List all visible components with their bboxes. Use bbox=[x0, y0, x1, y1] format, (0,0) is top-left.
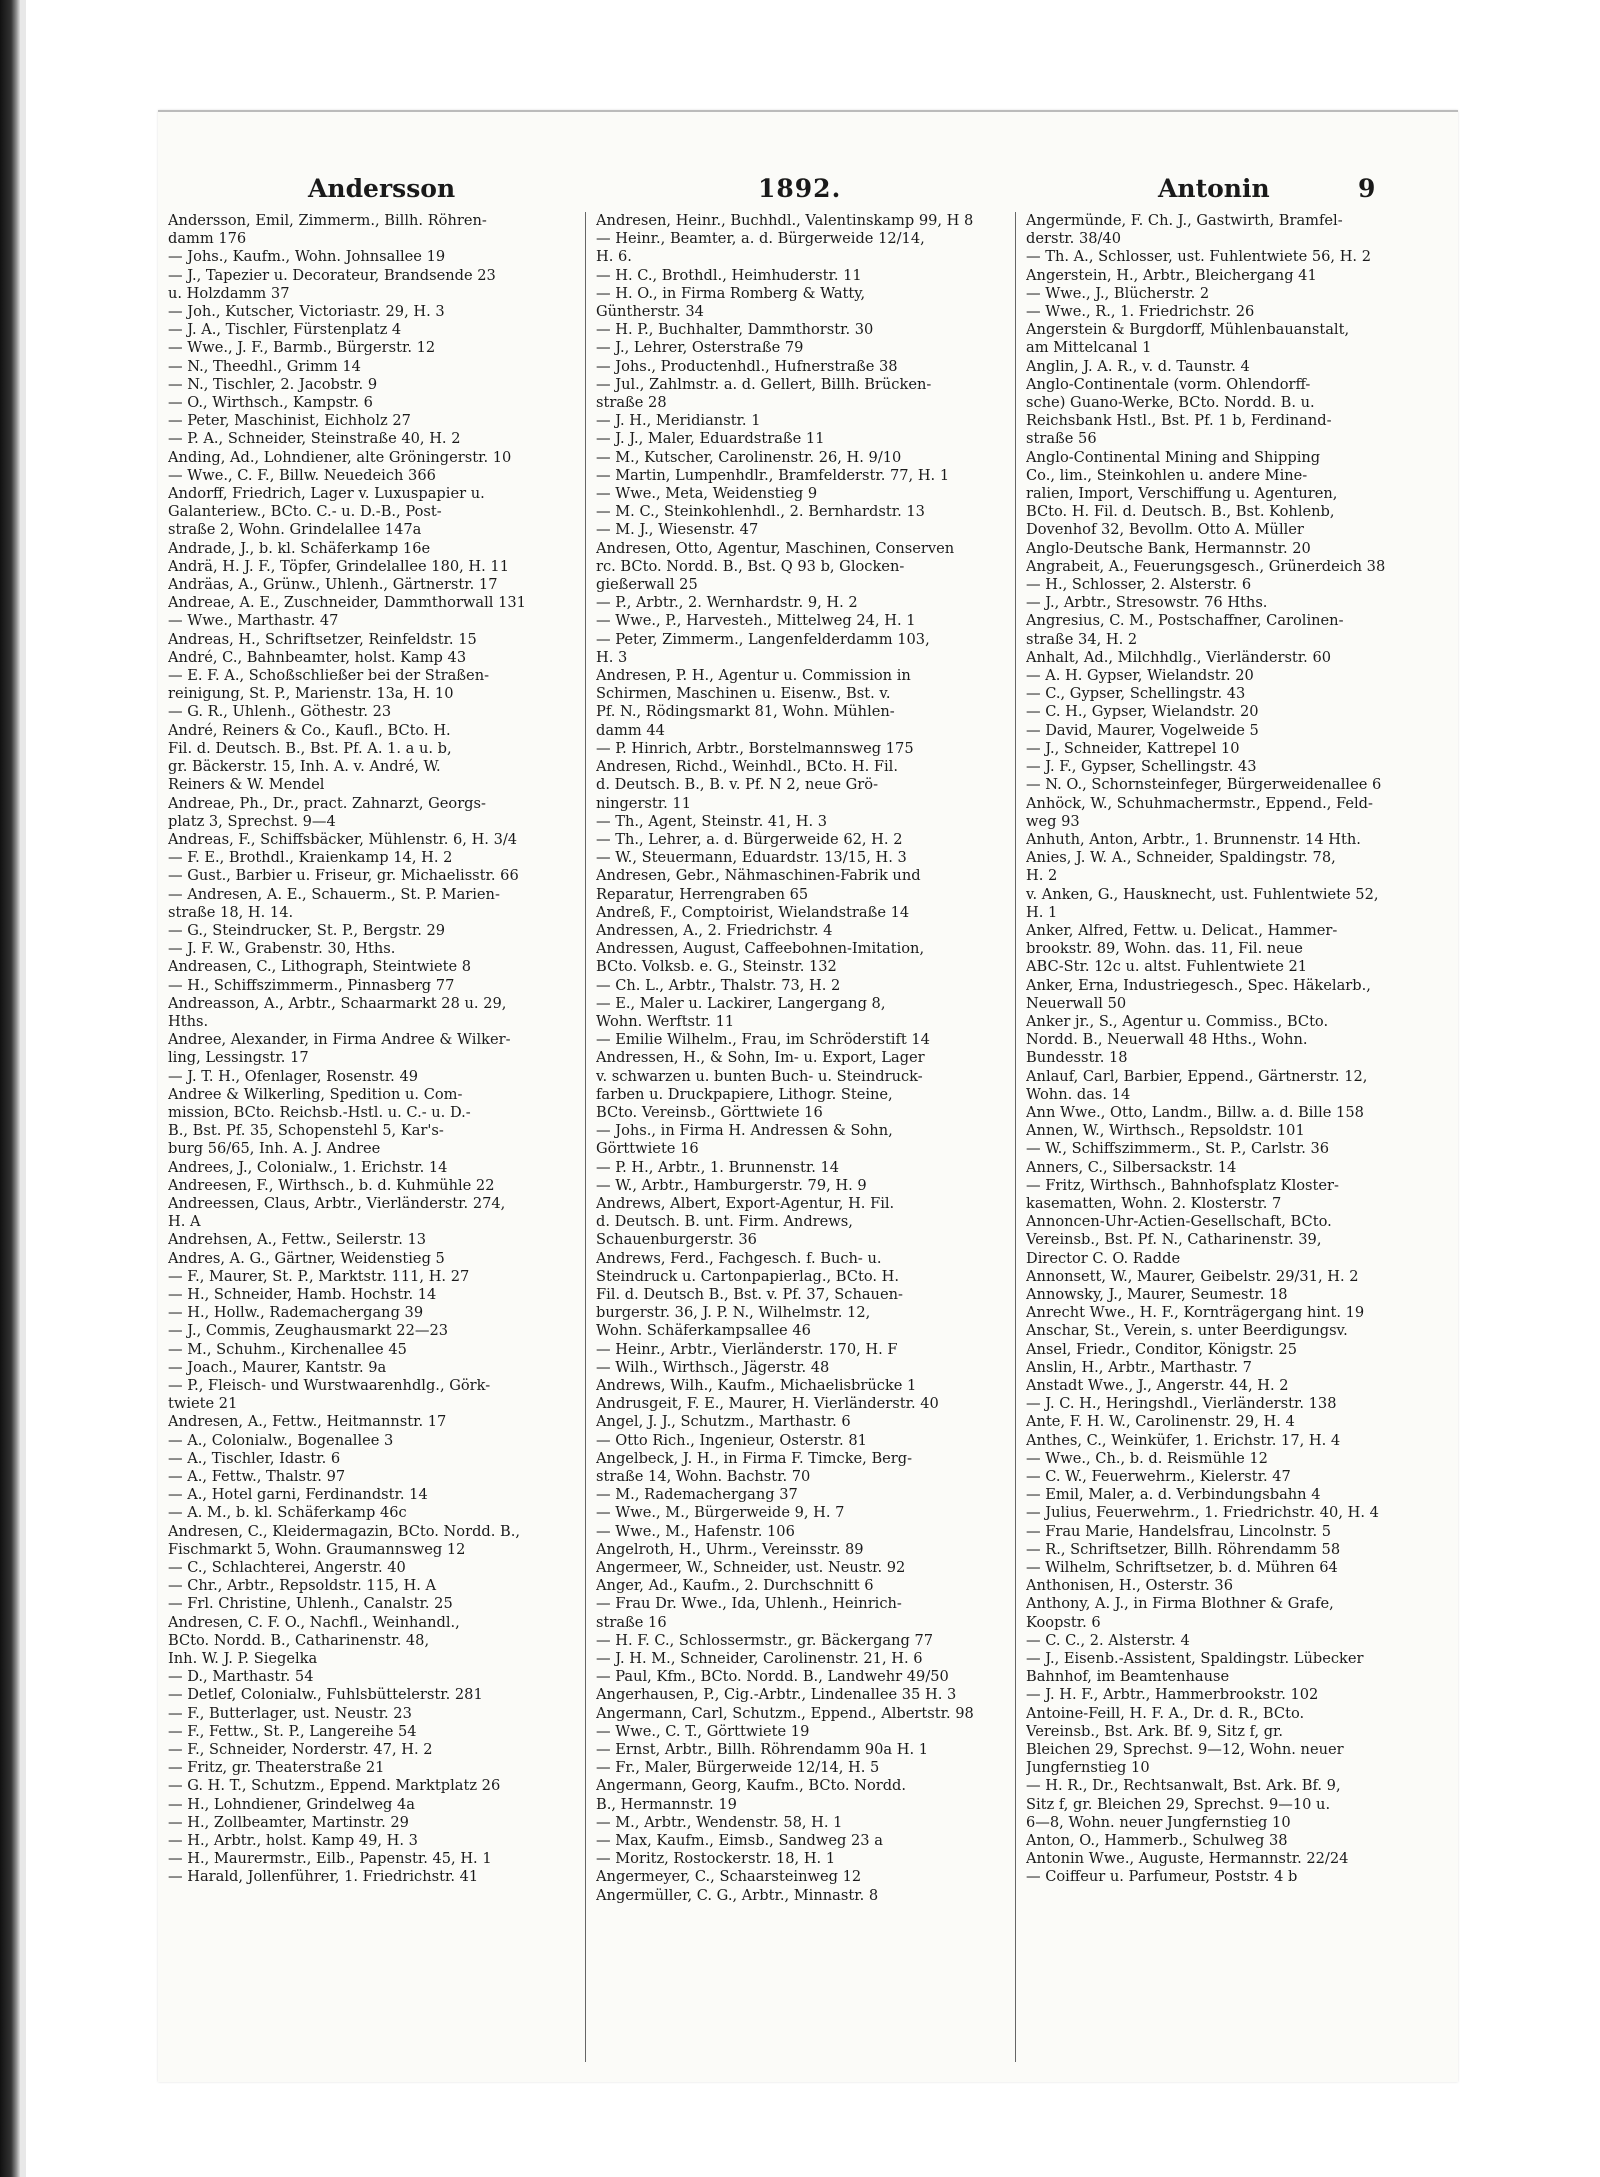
directory-entry-line: Sitz f, gr. Bleichen 29, Sprechst. 9—10 u. bbox=[1026, 1795, 1331, 1813]
directory-entry-line: — F. E., Brothdl., Kraienkamp 14, H. 2 bbox=[168, 849, 453, 867]
directory-entry-line: — Jul., Zahlmstr. a. d. Gellert, Billh. Brücken- bbox=[596, 375, 932, 393]
directory-entry-line: Annonsett, W., Maurer, Geibelstr. 29/31, H. 2 bbox=[1026, 1267, 1359, 1285]
directory-entry-line: Inh. W. J. P. Siegelka bbox=[168, 1650, 318, 1668]
directory-entry-line: Dovenhof 32, Bevollm. Otto A. Müller bbox=[1026, 521, 1304, 539]
directory-entry-line: Andrade, J., b. kl. Schäferkamp 16e bbox=[168, 539, 431, 557]
directory-entry-line: — H., Schneider, Hamb. Hochstr. 14 bbox=[168, 1285, 437, 1303]
directory-entry-line: Andresen, Otto, Agentur, Maschinen, Conserven bbox=[596, 539, 955, 557]
directory-entry-line: d. Deutsch. B., B. v. Pf. N 2, neue Grö- bbox=[596, 776, 879, 794]
directory-entry-line: straße 2, Wohn. Grindelallee 147a bbox=[168, 521, 422, 539]
directory-entry-line: straße 34, H. 2 bbox=[1026, 630, 1138, 648]
directory-entry-line: Andree, Alexander, in Firma Andree & Wilker- bbox=[168, 1031, 511, 1049]
directory-entry-line: H. 2 bbox=[1026, 867, 1058, 885]
directory-entry-line: Angermeer, W., Schneider, ust. Neustr. 92 bbox=[596, 1559, 906, 1577]
directory-entry-line: Director C. O. Radde bbox=[1026, 1249, 1181, 1267]
directory-entry-line: Güntherstr. 34 bbox=[596, 303, 704, 321]
directory-entry-line: Andrusgeit, F. E., Maurer, H. Vierländerstr. 40 bbox=[596, 1395, 939, 1413]
directory-entry-line: — Emil, Maler, a. d. Verbindungsbahn 4 bbox=[1026, 1486, 1321, 1504]
directory-entry-line: — M. C., Steinkohlenhdl., 2. Bernhardstr. 13 bbox=[596, 503, 925, 521]
directory-entry-line: — Gust., Barbier u. Friseur, gr. Michaelisstr. 66 bbox=[168, 867, 519, 885]
directory-entry-line: ABC-Str. 12c u. altst. Fuhlentwiete 21 bbox=[1026, 958, 1308, 976]
directory-entry-line: — H., Arbtr., holst. Kamp 49, H. 3 bbox=[168, 1832, 418, 1850]
directory-entry-line: — M., Arbtr., Wendenstr. 58, H. 1 bbox=[596, 1813, 843, 1831]
directory-entry-line: Ansel, Friedr., Conditor, Königstr. 25 bbox=[1026, 1340, 1297, 1358]
directory-entry-line: — M., Schuhm., Kirchenallee 45 bbox=[168, 1340, 407, 1358]
directory-entry-line: straße 14, Wohn. Bachstr. 70 bbox=[596, 1468, 811, 1486]
directory-entry-line: Pf. N., Rödingsmarkt 81, Wohn. Mühlen- bbox=[596, 703, 895, 721]
directory-entry-line: — A. M., b. kl. Schäferkamp 46c bbox=[168, 1504, 407, 1522]
directory-entry-line: — Wwe., C. F., Billw. Neuedeich 366 bbox=[168, 466, 436, 484]
directory-entry-line: straße 16 bbox=[596, 1613, 667, 1631]
directory-entry-line: — Fr., Maler, Bürgerweide 12/14, H. 5 bbox=[596, 1759, 880, 1777]
directory-entry-line: 6—8, Wohn. neuer Jungfernstieg 10 bbox=[1026, 1813, 1291, 1831]
directory-entry-line: — J. F. W., Grabenstr. 30, Hths. bbox=[168, 940, 396, 958]
directory-entry-line: — Joh., Kutscher, Victoriastr. 29, H. 3 bbox=[168, 303, 445, 321]
directory-entry-line: Schirmen, Maschinen u. Eisenw., Bst. v. bbox=[596, 685, 891, 703]
directory-entry-line: — Wwe., J. F., Barmb., Bürgerstr. 12 bbox=[168, 339, 436, 357]
directory-entry-line: — Frau Marie, Handelsfrau, Lincolnstr. 5 bbox=[1026, 1522, 1332, 1540]
directory-entry-line: gr. Bäckerstr. 15, Inh. A. v. André, W. bbox=[168, 758, 441, 776]
book-binding-edge bbox=[0, 0, 20, 2177]
directory-entry-line: straße 56 bbox=[1026, 430, 1097, 448]
directory-entry-line: Neuerwall 50 bbox=[1026, 994, 1127, 1012]
directory-entry-line: twiete 21 bbox=[168, 1395, 238, 1413]
directory-entry-line: — David, Maurer, Vogelweide 5 bbox=[1026, 721, 1259, 739]
directory-entry-line: — Heinr., Arbtr., Vierländerstr. 170, H. F bbox=[596, 1340, 898, 1358]
directory-entry-line: — C., Schlachterei, Angerstr. 40 bbox=[168, 1559, 406, 1577]
directory-entry-line: — Wwe., M., Hafenstr. 106 bbox=[596, 1522, 795, 1540]
directory-entry-line: — Th. A., Schlosser, ust. Fuhlentwiete 56, H. 2 bbox=[1026, 248, 1371, 266]
directory-entry-line: Angerstein & Burgdorff, Mühlenbauanstalt, bbox=[1026, 321, 1350, 339]
directory-entry-line: straße 18, H. 14. bbox=[168, 903, 294, 921]
directory-page bbox=[158, 110, 1458, 2082]
directory-entry-line: Antoine-Feill, H. F. A., Dr. d. R., BCto. bbox=[1026, 1704, 1305, 1722]
directory-entry-line: Angel, J. J., Schutzm., Marthastr. 6 bbox=[596, 1413, 851, 1431]
directory-entry-line: Reiners & W. Mendel bbox=[168, 776, 325, 794]
directory-entry-line: Anglo-Deutsche Bank, Hermannstr. 20 bbox=[1026, 539, 1311, 557]
directory-entry-line: — C. W., Feuerwehrm., Kielerstr. 47 bbox=[1026, 1468, 1291, 1486]
directory-entry-line: Angermann, Carl, Schutzm., Eppend., Albertstr. 98 bbox=[596, 1704, 974, 1722]
directory-entry-line: — Ernst, Arbtr., Billh. Röhrendamm 90a H. 1 bbox=[596, 1741, 929, 1759]
directory-entry-line: v. schwarzen u. bunten Buch- u. Steindruck- bbox=[596, 1067, 923, 1085]
directory-entry-line: — Martin, Lumpenhdlr., Bramfelderstr. 77, H. 1 bbox=[596, 466, 950, 484]
directory-entry-line: — Wwe., Ch., b. d. Reismühle 12 bbox=[1026, 1449, 1268, 1467]
directory-entry-line: — M. J., Wiesenstr. 47 bbox=[596, 521, 759, 539]
directory-entry-line: Andresen, Gebr., Nähmaschinen-Fabrik und bbox=[596, 867, 921, 885]
directory-entry-line: — H. R., Dr., Rechtsanwalt, Bst. Ark. Bf. 9, bbox=[1026, 1777, 1341, 1795]
directory-entry-line: — C., Gypser, Schellingstr. 43 bbox=[1026, 685, 1246, 703]
directory-entry-line: — J. F., Gypser, Schellingstr. 43 bbox=[1026, 758, 1257, 776]
directory-entry-line: Anies, J. W. A., Schneider, Spaldingstr. 78, bbox=[1026, 849, 1336, 867]
directory-entry-line: am Mittelcanal 1 bbox=[1026, 339, 1152, 357]
directory-entry-line: Andrews, Albert, Export-Agentur, H. Fil. bbox=[596, 1194, 895, 1212]
directory-entry-line: — Paul, Kfm., BCto. Nordd. B., Landwehr 49/50 bbox=[596, 1668, 949, 1686]
directory-entry-line: — J., Commis, Zeughausmarkt 22—23 bbox=[168, 1322, 449, 1340]
directory-entry-line: — C. C., 2. Alsterstr. 4 bbox=[1026, 1631, 1190, 1649]
directory-entry-line: — P. A., Schneider, Steinstraße 40, H. 2 bbox=[168, 430, 461, 448]
directory-entry-line: Andersson, Emil, Zimmerm., Billh. Röhren- bbox=[168, 212, 487, 229]
directory-entry-line: — J. H., Meridianstr. 1 bbox=[596, 412, 761, 430]
directory-entry-line: Angerstein, H., Arbtr., Bleichergang 41 bbox=[1026, 266, 1317, 284]
directory-entry-line: — Th., Agent, Steinstr. 41, H. 3 bbox=[596, 812, 828, 830]
header-right-catchword: Antonin bbox=[1158, 174, 1270, 203]
directory-entry-line: — Peter, Maschinist, Eichholz 27 bbox=[168, 412, 411, 430]
directory-entry-line: — Th., Lehrer, a. d. Bürgerweide 62, H. 2 bbox=[596, 830, 903, 848]
directory-entry-line: Bleichen 29, Sprechst. 9—12, Wohn. neuer bbox=[1026, 1741, 1344, 1759]
directory-entry-line: — O., Wirthsch., Kampstr. 6 bbox=[168, 394, 373, 412]
directory-entry-line: platz 3, Sprechst. 9—4 bbox=[168, 812, 336, 830]
directory-entry-line: — Wwe., R., 1. Friedrichstr. 26 bbox=[1026, 303, 1255, 321]
directory-entry-line: Angermann, Georg, Kaufm., BCto. Nordd. bbox=[596, 1777, 907, 1795]
directory-entry-line: Andresen, Heinr., Buchhdl., Valentinskamp 99, H 8 bbox=[596, 212, 974, 229]
directory-entry-line: — N. O., Schornsteinfeger, Bürgerweidenallee 6 bbox=[1026, 776, 1382, 794]
directory-entry-line: — H. O., in Firma Romberg & Watty, bbox=[596, 284, 866, 302]
directory-entry-line: ningerstr. 11 bbox=[596, 794, 691, 812]
directory-entry-line: — D., Marthastr. 54 bbox=[168, 1668, 314, 1686]
directory-entry-line: — J., Eisenb.-Assistent, Spaldingstr. Lübecker bbox=[1026, 1650, 1364, 1668]
directory-entry-line: Anglo-Continental Mining and Shipping bbox=[1026, 448, 1321, 466]
directory-entry-line: Anrecht Wwe., H. F., Kornträgergang hint. 19 bbox=[1026, 1304, 1365, 1322]
directory-entry-line: Andressen, A., 2. Friedrichstr. 4 bbox=[596, 921, 833, 939]
directory-entry-line: — J. H. F., Arbtr., Hammerbrookstr. 102 bbox=[1026, 1686, 1319, 1704]
directory-entry-line: — Johs., Kaufm., Wohn. Johnsallee 19 bbox=[168, 248, 446, 266]
directory-entry-line: damm 176 bbox=[168, 230, 247, 248]
directory-entry-line: farben u. Druckpapiere, Lithogr. Steine, bbox=[596, 1085, 893, 1103]
header-year: 1892. bbox=[758, 174, 842, 203]
directory-entry-line: — N., Theedhl., Grimm 14 bbox=[168, 357, 361, 375]
directory-entry-line: Fischmarkt 5, Wohn. Graumannsweg 12 bbox=[168, 1540, 466, 1558]
directory-entry-line: — Fritz, gr. Theaterstraße 21 bbox=[168, 1759, 385, 1777]
directory-entry-line: — H. P., Buchhalter, Dammthorstr. 30 bbox=[596, 321, 874, 339]
directory-entry-line: Andreasson, A., Arbtr., Schaarmarkt 28 u. 29, bbox=[168, 994, 507, 1012]
directory-entry-line: — H., Schlosser, 2. Alsterstr. 6 bbox=[1026, 576, 1252, 594]
directory-entry-line: — P., Arbtr., 2. Wernhardstr. 9, H. 2 bbox=[596, 594, 858, 612]
directory-entry-line: BCto. H. Fil. d. Deutsch. B., Bst. Kohlenb, bbox=[1026, 503, 1335, 521]
directory-entry-line: — H., Maurermstr., Eilb., Papenstr. 45, H. 1 bbox=[168, 1850, 492, 1868]
directory-entry-line: — Frl. Christine, Uhlenh., Canalstr. 25 bbox=[168, 1595, 453, 1613]
directory-entry-line: — J., Lehrer, Osterstraße 79 bbox=[596, 339, 804, 357]
directory-entry-line: reinigung, St. P., Marienstr. 13a, H. 10 bbox=[168, 685, 454, 703]
directory-entry-line: Andresen, Richd., Weinhdl., BCto. H. Fil. bbox=[596, 758, 898, 776]
directory-entry-line: Andrehsen, A., Fettw., Seilerstr. 13 bbox=[168, 1231, 427, 1249]
directory-entry-line: — G. H. T., Schutzm., Eppend. Marktplatz 26 bbox=[168, 1777, 501, 1795]
directory-entry-line: u. Holzdamm 37 bbox=[168, 284, 290, 302]
directory-entry-line: — E., Maler u. Lackirer, Langergang 8, bbox=[596, 994, 886, 1012]
directory-entry-line: — Wilh., Wirthsch., Jägerstr. 48 bbox=[596, 1358, 830, 1376]
directory-entry-line: — M., Kutscher, Carolinenstr. 26, H. 9/10 bbox=[596, 448, 902, 466]
directory-entry-line: Anstadt Wwe., J., Angerstr. 44, H. 2 bbox=[1026, 1377, 1289, 1394]
directory-entry-line: Angrabeit, A., Feuerungsgesch., Grünerdeich 38 bbox=[1026, 557, 1386, 575]
directory-entry-line: rc. BCto. Nordd. B., Bst. Q 93 b, Glocken- bbox=[596, 557, 905, 575]
directory-entry-line: Anhöck, W., Schuhmachermstr., Eppend., Feld- bbox=[1026, 794, 1373, 812]
directory-entry-line: Andrews, Wilh., Kaufm., Michaelisbrücke 1 bbox=[596, 1377, 917, 1394]
directory-entry-line: — F., Butterlager, ust. Neustr. 23 bbox=[168, 1704, 412, 1722]
directory-entry-line: Anglo-Continentale (vorm. Ohlendorff- bbox=[1026, 375, 1311, 393]
directory-entry-line: Angermeyer, C., Schaarsteinweg 12 bbox=[596, 1868, 862, 1886]
directory-entry-line: — A., Fettw., Thalstr. 97 bbox=[168, 1468, 346, 1486]
directory-entry-line: Andreessen, Claus, Arbtr., Vierländerstr. 274, bbox=[168, 1194, 506, 1212]
directory-entry-line: — A., Hotel garni, Ferdinandstr. 14 bbox=[168, 1486, 428, 1504]
directory-entry-line: Angerhausen, P., Cig.-Arbtr., Lindenallee 35 H. 3 bbox=[596, 1686, 957, 1704]
directory-entry-line: Ann Wwe., Otto, Landm., Billw. a. d. Bille 158 bbox=[1026, 1103, 1364, 1121]
directory-entry-line: Antonin Wwe., Auguste, Hermannstr. 22/24 bbox=[1026, 1850, 1349, 1868]
directory-entry-line: — M., Rademachergang 37 bbox=[596, 1486, 798, 1504]
directory-entry-line: H. A bbox=[168, 1213, 201, 1231]
directory-entry-line: Andresen, A., Fettw., Heitmannstr. 17 bbox=[168, 1413, 447, 1431]
directory-entry-line: Anding, Ad., Lohndiener, alte Gröningerstr. 10 bbox=[168, 448, 512, 466]
directory-entry-line: Angermüller, C. G., Arbtr., Minnastr. 8 bbox=[596, 1886, 879, 1904]
directory-entry-line: — Wwe., Marthastr. 47 bbox=[168, 612, 339, 630]
directory-entry-line: André, Reiners & Co., Kaufl., BCto. H. bbox=[168, 721, 451, 739]
directory-entry-line: Angelbeck, J. H., in Firma F. Timcke, Berg- bbox=[596, 1449, 913, 1467]
directory-entry-line: BCto. Nordd. B., Catharinenstr. 48, bbox=[168, 1631, 430, 1649]
directory-entry-line: derstr. 38/40 bbox=[1026, 230, 1122, 248]
directory-entry-line: — Otto Rich., Ingenieur, Osterstr. 81 bbox=[596, 1431, 867, 1449]
directory-entry-line: H. 6. bbox=[596, 248, 632, 266]
directory-entry-line: — A. H. Gypser, Wielandstr. 20 bbox=[1026, 667, 1254, 685]
directory-entry-line: — Wwe., J., Blücherstr. 2 bbox=[1026, 284, 1210, 302]
directory-entry-line: Andreesen, F., Wirthsch., b. d. Kuhmühle 22 bbox=[168, 1176, 495, 1194]
running-header bbox=[158, 174, 1458, 214]
directory-entry-line: Ante, F. H. W., Carolinenstr. 29, H. 4 bbox=[1026, 1413, 1295, 1431]
directory-entry-line: Koopstr. 6 bbox=[1026, 1613, 1101, 1631]
directory-entry-line: v. Anken, G., Hausknecht, ust. Fuhlentwiete 52, bbox=[1026, 885, 1379, 903]
directory-entry-line: — H., Zollbeamter, Martinstr. 29 bbox=[168, 1813, 409, 1831]
directory-entry-line: Anhuth, Anton, Arbtr., 1. Brunnenstr. 14 Hth. bbox=[1026, 830, 1361, 848]
directory-entry-line: — P. Hinrich, Arbtr., Borstelmannsweg 175 bbox=[596, 739, 914, 757]
directory-entry-line: Anschar, St., Verein, s. unter Beerdigungsv. bbox=[1026, 1322, 1348, 1340]
directory-entry-line: — W., Schiffszimmerm., St. P., Carlstr. 36 bbox=[1026, 1140, 1330, 1158]
directory-entry-line: Jungfernstieg 10 bbox=[1026, 1759, 1150, 1777]
directory-entry-line: Wohn. Werftstr. 11 bbox=[596, 1012, 735, 1030]
directory-entry-line: Andreas, F., Schiffsbäcker, Mühlenstr. 6, H. 3/4 bbox=[168, 830, 518, 848]
directory-entry-line: — R., Schriftsetzer, Billh. Röhrendamm 58 bbox=[1026, 1540, 1341, 1558]
directory-entry-line: Anners, C., Silbersackstr. 14 bbox=[1026, 1158, 1237, 1176]
directory-entry-line: — H. F. C., Schlossermstr., gr. Bäckergang 77 bbox=[596, 1631, 934, 1649]
directory-entry-line: Annoncen-Uhr-Actien-Gesellschaft, BCto. bbox=[1026, 1213, 1332, 1231]
directory-entry-line: Andressen, August, Caffeebohnen-Imitation, bbox=[596, 940, 925, 958]
directory-entry-line: — N., Tischler, 2. Jacobstr. 9 bbox=[168, 375, 378, 393]
directory-entry-line: — H., Hollw., Rademachergang 39 bbox=[168, 1304, 424, 1322]
directory-entry-line: Anlauf, Carl, Barbier, Eppend., Gärtnerstr. 12, bbox=[1026, 1067, 1368, 1085]
directory-entry-line: — A., Colonialw., Bogenallee 3 bbox=[168, 1431, 394, 1449]
directory-entry-line: Bahnhof, im Beamtenhause bbox=[1026, 1668, 1230, 1686]
directory-entry-line: Anslin, H., Arbtr., Marthastr. 7 bbox=[1026, 1358, 1252, 1376]
directory-entry-line: Anthes, C., Weinküfer, 1. Erichstr. 17, H. 4 bbox=[1026, 1431, 1341, 1449]
directory-entry-line: Schauenburgerstr. 36 bbox=[596, 1231, 757, 1249]
directory-entry-line: Anker, Erna, Industriegesch., Spec. Häkelarb., bbox=[1026, 976, 1371, 994]
directory-entry-line: Andreß, F., Comptoirist, Wielandstraße 14 bbox=[596, 903, 910, 921]
directory-entry-line: — J. C. H., Heringshdl., Vierländerstr. 138 bbox=[1026, 1395, 1337, 1413]
directory-column-1 bbox=[168, 212, 578, 1887]
directory-entry-line: sche) Guano-Werke, BCto. Nordd. B. u. bbox=[1026, 394, 1315, 412]
directory-entry-line: — Wwe., M., Bürgerweide 9, H. 7 bbox=[596, 1504, 845, 1522]
directory-entry-line: — F., Schneider, Norderstr. 47, H. 2 bbox=[168, 1741, 433, 1759]
directory-entry-line: straße 28 bbox=[596, 394, 667, 412]
directory-entry-line: — Max, Kaufm., Eimsb., Sandweg 23 a bbox=[596, 1832, 883, 1850]
directory-entry-line: Andräas, A., Grünw., Uhlenh., Gärtnerstr. 17 bbox=[168, 576, 498, 594]
directory-entry-line: — F., Maurer, St. P., Marktstr. 111, H. 27 bbox=[168, 1267, 470, 1285]
directory-entry-line: Anthony, A. J., in Firma Blothner & Grafe, bbox=[1026, 1595, 1334, 1613]
directory-entry-line: — P., Fleisch- und Wurstwaarenhdlg., Görk- bbox=[168, 1377, 491, 1394]
directory-entry-line: — Harald, Jollenführer, 1. Friedrichstr. 41 bbox=[168, 1868, 479, 1886]
directory-entry-line: — Moritz, Rostockerstr. 18, H. 1 bbox=[596, 1850, 836, 1868]
directory-entry-line: — Wwe., Meta, Weidenstieg 9 bbox=[596, 485, 818, 503]
directory-column-3 bbox=[1026, 212, 1436, 1887]
directory-entry-line: — Andresen, A. E., Schauerm., St. P. Marien- bbox=[168, 885, 500, 903]
directory-entry-line: — W., Arbtr., Hamburgerstr. 79, H. 9 bbox=[596, 1176, 867, 1194]
page-gutter bbox=[20, 0, 26, 2177]
directory-entry-line: ralien, Import, Verschiffung u. Agenturen, bbox=[1026, 485, 1338, 503]
directory-entry-line: Andresen, C. F. O., Nachfl., Weinhandl., bbox=[168, 1613, 460, 1631]
column-divider bbox=[1015, 212, 1016, 2062]
header-left-catchword: Andersson bbox=[308, 174, 456, 203]
directory-entry-line: Görttwiete 16 bbox=[596, 1140, 699, 1158]
directory-entry-line: BCto. Volksb. e. G., Steinstr. 132 bbox=[596, 958, 837, 976]
directory-entry-line: — P. H., Arbtr., 1. Brunnenstr. 14 bbox=[596, 1158, 840, 1176]
directory-entry-line: — Julius, Feuerwehrm., 1. Friedrichstr. 40, H. 4 bbox=[1026, 1504, 1379, 1522]
directory-entry-line: — H., Lohndiener, Grindelweg 4a bbox=[168, 1795, 415, 1813]
directory-entry-line: Andreasen, C., Lithograph, Steintwiete 8 bbox=[168, 958, 472, 976]
directory-entry-line: Anglin, J. A. R., v. d. Taunstr. 4 bbox=[1026, 357, 1250, 375]
directory-entry-line: Anhalt, Ad., Milchhdlg., Vierländerstr. 60 bbox=[1026, 648, 1332, 666]
directory-entry-line: burg 56/65, Inh. A. J. Andree bbox=[168, 1140, 381, 1158]
directory-entry-line: H. 1 bbox=[1026, 903, 1058, 921]
directory-entry-line: — Fritz, Wirthsch., Bahnhofsplatz Kloster- bbox=[1026, 1176, 1339, 1194]
directory-entry-line: Co., lim., Steinkohlen u. andere Mine- bbox=[1026, 466, 1308, 484]
directory-entry-line: Andrä, H. J. F., Töpfer, Grindelallee 180, H. 11 bbox=[168, 557, 509, 575]
directory-entry-line: ling, Lessingstr. 17 bbox=[168, 1049, 309, 1067]
directory-entry-line: Anker, Alfred, Fettw. u. Delicat., Hammer- bbox=[1026, 921, 1338, 939]
directory-column-2 bbox=[596, 212, 1006, 1905]
directory-entry-line: Wohn. das. 14 bbox=[1026, 1085, 1131, 1103]
directory-entry-line: Andrees, J., Colonialw., 1. Erichstr. 14 bbox=[168, 1158, 448, 1176]
directory-entry-line: Anthonisen, H., Osterstr. 36 bbox=[1026, 1577, 1234, 1595]
directory-entry-line: — Emilie Wilhelm., Frau, im Schröderstift 14 bbox=[596, 1031, 930, 1049]
directory-entry-line: — F., Fettw., St. P., Langereihe 54 bbox=[168, 1722, 417, 1740]
directory-entry-line: BCto. Vereinsb., Görttwiete 16 bbox=[596, 1103, 823, 1121]
directory-entry-line: Andresen, P. H., Agentur u. Commission in bbox=[596, 667, 911, 685]
directory-entry-line: Angermünde, F. Ch. J., Gastwirth, Bramfel- bbox=[1026, 212, 1343, 229]
directory-entry-line: — Wwe., C. T., Görttwiete 19 bbox=[596, 1722, 810, 1740]
directory-entry-line: brookstr. 89, Wohn. das. 11, Fil. neue bbox=[1026, 940, 1303, 958]
directory-entry-line: H. 3 bbox=[596, 648, 628, 666]
directory-entry-line: Anker jr., S., Agentur u. Commiss., BCto. bbox=[1026, 1012, 1329, 1030]
directory-entry-line: Andres, A. G., Gärtner, Weidenstieg 5 bbox=[168, 1249, 445, 1267]
directory-entry-line: — H. C., Brothdl., Heimhuderstr. 11 bbox=[596, 266, 862, 284]
directory-entry-line: — Johs., in Firma H. Andressen & Sohn, bbox=[596, 1122, 893, 1140]
directory-entry-line: Reparatur, Herrengraben 65 bbox=[596, 885, 809, 903]
directory-entry-line: gießerwall 25 bbox=[596, 576, 698, 594]
directory-entry-line: — Wilhelm, Schriftsetzer, b. d. Mühren 64 bbox=[1026, 1559, 1338, 1577]
directory-entry-line: — Joach., Maurer, Kantstr. 9a bbox=[168, 1358, 387, 1376]
directory-entry-line: — Coiffeur u. Parfumeur, Poststr. 4 b bbox=[1026, 1868, 1298, 1886]
directory-entry-line: Galanteriew., BCto. C.- u. D.-B., Post- bbox=[168, 503, 442, 521]
directory-entry-line: — J. J., Maler, Eduardstraße 11 bbox=[596, 430, 825, 448]
directory-entry-line: kasematten, Wohn. 2. Klosterstr. 7 bbox=[1026, 1194, 1282, 1212]
directory-entry-line: Andressen, H., & Sohn, Im- u. Export, Lager bbox=[596, 1049, 925, 1067]
directory-entry-line: Andreae, Ph., Dr., pract. Zahnarzt, Georgs- bbox=[168, 794, 486, 812]
directory-entry-line: — J. H. M., Schneider, Carolinenstr. 21, H. 6 bbox=[596, 1650, 923, 1668]
directory-entry-line: Andorff, Friedrich, Lager v. Luxuspapier u. bbox=[168, 485, 485, 503]
directory-entry-line: — Ch. L., Arbtr., Thalstr. 73, H. 2 bbox=[596, 976, 841, 994]
directory-entry-line: d. Deutsch. B. unt. Firm. Andrews, bbox=[596, 1213, 853, 1231]
directory-entry-line: Steindruck u. Cartonpapierlag., BCto. H. bbox=[596, 1267, 899, 1285]
directory-entry-line: André, C., Bahnbeamter, holst. Kamp 43 bbox=[168, 648, 467, 666]
directory-entry-line: Fil. d. Deutsch. B., Bst. Pf. A. 1. a u. b, bbox=[168, 739, 452, 757]
directory-entry-line: — J., Tapezier u. Decorateur, Brandsende 23 bbox=[168, 266, 496, 284]
directory-entry-line: B., Hermannstr. 19 bbox=[596, 1795, 737, 1813]
directory-entry-line: — J., Schneider, Kattrepel 10 bbox=[1026, 739, 1240, 757]
directory-entry-line: — Heinr., Beamter, a. d. Bürgerweide 12/14, bbox=[596, 230, 925, 248]
directory-entry-line: Annen, W., Wirthsch., Repsoldstr. 101 bbox=[1026, 1122, 1305, 1140]
directory-entry-line: Andrews, Ferd., Fachgesch. f. Buch- u. bbox=[596, 1249, 882, 1267]
directory-entry-line: — C. H., Gypser, Wielandstr. 20 bbox=[1026, 703, 1259, 721]
directory-entry-line: Vereinsb., Bst. Pf. N., Catharinenstr. 39, bbox=[1026, 1231, 1322, 1249]
directory-entry-line: B., Bst. Pf. 35, Schopenstehl 5, Kar's- bbox=[168, 1122, 444, 1140]
column-divider bbox=[585, 212, 586, 2062]
directory-entry-line: — G., Steindrucker, St. P., Bergstr. 29 bbox=[168, 921, 446, 939]
page-number: 9 bbox=[1358, 174, 1376, 203]
directory-entry-line: — Frau Dr. Wwe., Ida, Uhlenh., Heinrich- bbox=[596, 1595, 902, 1613]
directory-entry-line: Nordd. B., Neuerwall 48 Hths., Wohn. bbox=[1026, 1031, 1308, 1049]
directory-entry-line: Wohn. Schäferkampsallee 46 bbox=[596, 1322, 811, 1340]
directory-entry-line: Anton, O., Hammerb., Schulweg 38 bbox=[1026, 1832, 1288, 1850]
directory-entry-line: Bundesstr. 18 bbox=[1026, 1049, 1128, 1067]
directory-entry-line: — A., Tischler, Idastr. 6 bbox=[168, 1449, 341, 1467]
directory-entry-line: Annowsky, J., Maurer, Seumestr. 18 bbox=[1026, 1285, 1288, 1303]
directory-entry-line: Andree & Wilkerling, Spedition u. Com- bbox=[168, 1085, 463, 1103]
directory-entry-line: — Chr., Arbtr., Repsoldstr. 115, H. A bbox=[168, 1577, 437, 1595]
directory-entry-line: — Wwe., P., Harvesteh., Mittelweg 24, H. 1 bbox=[596, 612, 916, 630]
directory-entry-line: Anger, Ad., Kaufm., 2. Durchschnitt 6 bbox=[596, 1577, 874, 1595]
directory-entry-line: Angresius, C. M., Postschaffner, Carolinen- bbox=[1026, 612, 1344, 630]
directory-entry-line: — J. T. H., Ofenlager, Rosenstr. 49 bbox=[168, 1067, 419, 1085]
directory-entry-line: — Detlef, Colonialw., Fuhlsbüttelerstr. 281 bbox=[168, 1686, 483, 1704]
directory-entry-line: Angelroth, H., Uhrm., Vereinsstr. 89 bbox=[596, 1540, 864, 1558]
directory-entry-line: — E. F. A., Schoßschließer bei der Straßen- bbox=[168, 667, 490, 685]
directory-entry-line: — J. A., Tischler, Fürstenplatz 4 bbox=[168, 321, 402, 339]
directory-entry-line: — J., Arbtr., Stresowstr. 76 Hths. bbox=[1026, 594, 1268, 612]
directory-entry-line: Andreae, A. E., Zuschneider, Dammthorwall 131 bbox=[168, 594, 526, 612]
directory-entry-line: weg 93 bbox=[1026, 812, 1080, 830]
directory-entry-line: — W., Steuermann, Eduardstr. 13/15, H. 3 bbox=[596, 849, 907, 867]
directory-entry-line: — H., Schiffszimmerm., Pinnasberg 77 bbox=[168, 976, 455, 994]
directory-entry-line: — Peter, Zimmerm., Langenfelderdamm 103, bbox=[596, 630, 930, 648]
directory-entry-line: Fil. d. Deutsch B., Bst. v. Pf. 37, Schauen- bbox=[596, 1285, 903, 1303]
directory-entry-line: damm 44 bbox=[596, 721, 665, 739]
directory-entry-line: burgerstr. 36, J. P. N., Wilhelmstr. 12, bbox=[596, 1304, 871, 1322]
directory-entry-line: Reichsbank Hstl., Bst. Pf. 1 b, Ferdinand- bbox=[1026, 412, 1332, 430]
directory-entry-line: — G. R., Uhlenh., Göthestr. 23 bbox=[168, 703, 392, 721]
directory-entry-line: Hths. bbox=[168, 1012, 209, 1030]
directory-entry-line: — Johs., Productenhdl., Hufnerstraße 38 bbox=[596, 357, 898, 375]
directory-entry-line: Andreas, H., Schriftsetzer, Reinfeldstr. 15 bbox=[168, 630, 477, 648]
directory-entry-line: mission, BCto. Reichsb.-Hstl. u. C.- u. D.- bbox=[168, 1103, 471, 1121]
directory-entry-line: Andresen, C., Kleidermagazin, BCto. Nordd. B., bbox=[168, 1522, 521, 1540]
directory-entry-line: Vereinsb., Bst. Ark. Bf. 9, Sitz f, gr. bbox=[1026, 1722, 1284, 1740]
